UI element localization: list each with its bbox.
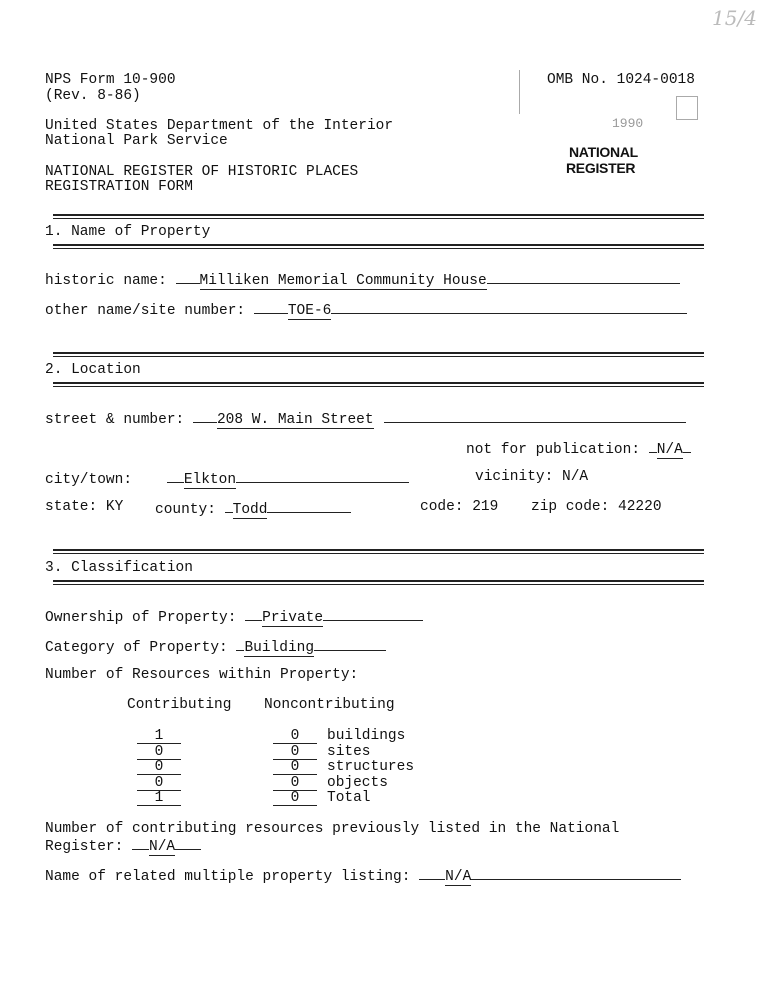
code-field: [420, 499, 498, 515]
contributing-column-header: Contributing: [127, 697, 232, 713]
contributing-count: 1: [137, 792, 181, 806]
multiple-listing-label: Name of related multiple property listing:: [45, 869, 411, 885]
city-value: Elkton: [183, 472, 237, 488]
omb-number: OMB No. 1024-0018: [547, 72, 695, 88]
county-field: [155, 499, 351, 519]
section-divider: [53, 580, 704, 585]
noncontributing-count: 0: [273, 746, 317, 760]
section3-heading: 3. Classification: [45, 560, 193, 576]
city-field: [45, 469, 409, 489]
section-divider: [53, 382, 704, 387]
department-name: United States Department of the Interior: [45, 118, 394, 134]
city-label: city/town:: [45, 472, 133, 488]
form-revision: (Rev. 8-86): [45, 88, 141, 104]
vicinity-field: [475, 469, 588, 485]
code-label: code:: [420, 499, 464, 515]
state-label: state:: [45, 499, 98, 515]
vicinity-label: vicinity:: [475, 469, 554, 485]
street-value: 208 W. Main Street: [216, 412, 374, 428]
historic-name-field: [45, 270, 680, 290]
previously-listed-label: Register:: [45, 839, 124, 855]
section-divider: [53, 352, 704, 357]
section2-heading: 2. Location: [45, 362, 141, 378]
resource-row: [137, 791, 371, 807]
category-label: Category of Property:: [45, 640, 228, 656]
resource-row: [137, 776, 388, 792]
resource-type: buildings: [327, 728, 406, 744]
state-value: KY: [105, 499, 124, 515]
not-for-publication-label: not for publication:: [466, 442, 641, 458]
other-name-label: other name/site number:: [45, 303, 246, 319]
county-label: county:: [155, 502, 216, 518]
ownership-value: Private: [262, 610, 324, 626]
handwritten-note: 15/4: [712, 6, 757, 30]
section-divider: [53, 244, 704, 249]
noncontributing-count: 0: [273, 777, 317, 791]
zip-label: zip code:: [531, 499, 610, 515]
previously-listed-text: Number of contributing resources previously listed in the National: [45, 821, 620, 837]
resource-row: [137, 745, 371, 761]
form-number: NPS Form 10-900: [45, 72, 176, 88]
zip-field: [531, 499, 662, 515]
section-divider: [53, 549, 704, 554]
stamp-national: NATIONAL: [569, 144, 638, 160]
resource-type: Total: [327, 790, 371, 806]
stamp-box-mark: [676, 96, 698, 120]
noncontributing-count: 0: [273, 761, 317, 775]
multiple-listing-field: [45, 866, 681, 886]
contributing-count: 1: [137, 730, 181, 744]
stamp-border-left: [519, 70, 520, 114]
multiple-listing-value: N/A: [445, 869, 472, 885]
street-field: [45, 409, 686, 429]
historic-name-value: Milliken Memorial Community House: [199, 273, 487, 289]
other-name-value: TOE-6: [287, 303, 332, 319]
other-name-field: [45, 300, 687, 320]
category-field: [45, 637, 386, 657]
state-field: [45, 499, 123, 515]
stamp-register: REGISTER: [566, 160, 636, 176]
ownership-field: [45, 607, 423, 627]
resource-row: [137, 760, 414, 776]
contributing-count: 0: [137, 746, 181, 760]
not-for-publication-value: N/A: [656, 442, 683, 458]
resource-type: objects: [327, 774, 388, 791]
resources-label: Number of Resources within Property:: [45, 667, 359, 683]
section-divider: [53, 214, 704, 219]
resource-row: [137, 729, 405, 745]
category-value: Building: [244, 640, 315, 656]
resource-type: sites: [327, 743, 371, 760]
street-label: street & number:: [45, 412, 185, 428]
resource-type: structures: [327, 759, 415, 775]
code-value: 219: [472, 499, 499, 515]
service-name: National Park Service: [45, 133, 228, 149]
contributing-count: 0: [137, 761, 181, 775]
not-for-publication-field: [466, 439, 691, 459]
stamp-faint-date: 1990: [612, 116, 644, 131]
noncontributing-count: 0: [273, 792, 317, 806]
previously-listed-field: [45, 836, 201, 856]
previously-listed-value: N/A: [149, 839, 176, 855]
vicinity-value: N/A: [562, 469, 589, 485]
register-title: NATIONAL REGISTER OF HISTORIC PLACES: [45, 164, 359, 180]
noncontributing-column-header: Noncontributing: [264, 697, 395, 713]
county-value: Todd: [232, 502, 268, 518]
zip-value: 42220: [618, 499, 662, 515]
form-title: REGISTRATION FORM: [45, 179, 193, 195]
noncontributing-count: 0: [273, 730, 317, 744]
historic-name-label: historic name:: [45, 273, 167, 289]
section1-heading: 1. Name of Property: [45, 224, 211, 240]
contributing-count: 0: [137, 777, 181, 791]
ownership-label: Ownership of Property:: [45, 610, 237, 626]
